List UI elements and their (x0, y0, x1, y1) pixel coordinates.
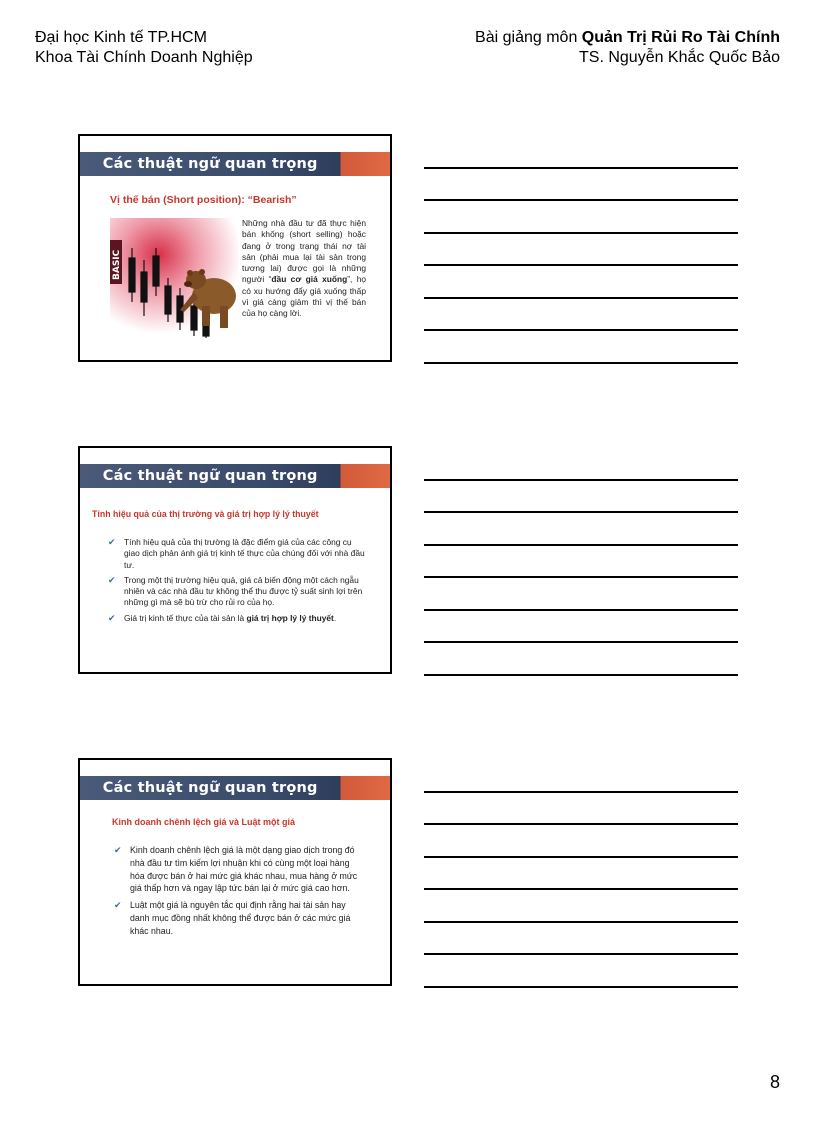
note-line (424, 576, 738, 578)
note-line (424, 986, 738, 988)
faculty-name: Khoa Tài Chính Doanh Nghiệp (35, 49, 253, 66)
note-line (424, 856, 738, 858)
note-line (424, 297, 738, 299)
slide-subtitle: Vị thế bán (Short position): “Bearish” (110, 194, 297, 206)
checkmark-icon: ✔ (108, 612, 116, 623)
note-line (424, 479, 738, 481)
slide-subtitle: Kinh doanh chênh lệch giá và Luật một giá (112, 817, 296, 827)
list-item: ✔ Giá trị kinh tế thực của tài sản là giá trị hợp lý lý thuyết. (108, 612, 337, 623)
note-line (424, 609, 738, 611)
note-line (424, 791, 738, 793)
note-line (424, 953, 738, 955)
svg-text:BASIC: BASIC (112, 249, 122, 280)
note-line (424, 921, 738, 923)
list-item: ✔ Trong một thị trường hiệu quả, giá cả biến động một cách ngẫu nhiên và các nhà đầu tư không thể thu được tỷ suất sinh lợi trên những gì mà sẽ bù trừ cho rủi ro của họ. (108, 574, 363, 608)
lecturer-name: TS. Nguyễn Khắc Quốc Bảo (579, 49, 780, 66)
bullet-list (108, 537, 366, 628)
slide-title: Các thuật ngữ quan trọng (102, 468, 318, 484)
slide-body-text: Những nhà đầu tư đã thực hiện bán khống (short selling) hoặc đang ở trong trạng thái nợ tài sản (phải mua lại tài sản trong tương lai) được gọi là những người “đầu cơ giá xuống”, họ có xu hướng đẩy giá xuống thấp vì giá càng giảm thì vị thế bán của họ càng lời. (242, 218, 367, 319)
note-line (424, 362, 738, 364)
note-line (424, 167, 738, 169)
slide-title: Các thuật ngữ quan trọng (102, 156, 318, 172)
checkmark-icon: ✔ (114, 845, 122, 855)
note-line (424, 823, 738, 825)
slide-1 (78, 134, 392, 362)
header-left (35, 28, 253, 68)
note-line (424, 329, 738, 331)
note-line (424, 888, 738, 890)
slide-subtitle: Tính hiệu quả của thị trường và giá trị hợp lý lý thuyết (92, 509, 319, 519)
bullet-list (114, 844, 360, 942)
note-line (424, 199, 738, 201)
checkmark-icon: ✔ (114, 900, 122, 911)
slide-2 (78, 446, 392, 674)
note-line (424, 641, 738, 643)
university-name: Đại học Kinh tế TP.HCM (35, 29, 207, 46)
course-title: Bài giảng môn Quản Trị Rủi Ro Tài Chính (475, 29, 780, 46)
slide-3 (78, 758, 392, 986)
list-item: ✔ Kinh doanh chênh lệch giá là một dạng giao dịch trong đó nhà đầu tư tìm kiếm lợi nhuận khi có cùng một loại hàng hóa được bán ở hai mức giá khác nhau, mua hàng ở mức giá thấp hơn và ngay lập tức bán lại ở mức giá cao hơn. (114, 845, 358, 894)
note-line (424, 674, 738, 676)
header-right (475, 28, 780, 68)
list-item: ✔ Tính hiệu quả của thị trường là đặc điểm giá của các công cụ giao dịch phản ánh giá trị kinh tế thực của chúng đối với nhà đầu tư. (108, 537, 365, 570)
note-line (424, 511, 738, 513)
slide-title: Các thuật ngữ quan trọng (102, 780, 318, 796)
note-line (424, 232, 738, 234)
checkmark-icon: ✔ (108, 537, 116, 547)
list-item: ✔ Luật một giá là nguyên tắc qui định rằng hai tài sản hay danh mục đồng nhất không thể được bán ở các mức giá khác nhau. (114, 900, 351, 936)
note-line (424, 264, 738, 266)
note-line (424, 544, 738, 546)
bear-market-image (110, 218, 238, 340)
checkmark-icon: ✔ (108, 574, 116, 585)
page-number: 8 (769, 1072, 780, 1092)
